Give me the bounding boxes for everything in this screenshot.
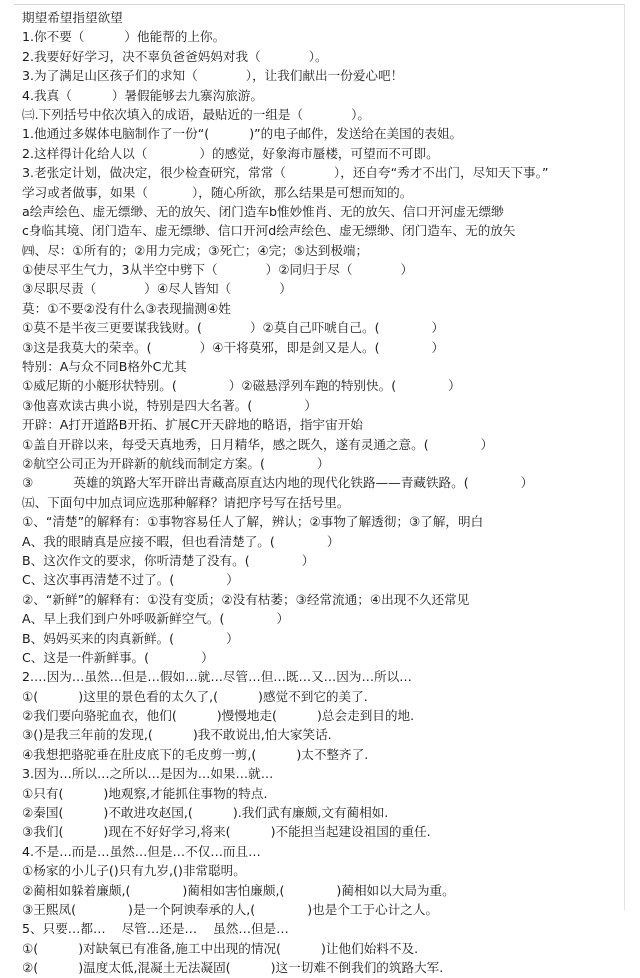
text-line: 1.他通过多媒体电脑制作了一份“( )”的电子邮件，发送给在美国的表姐。: [22, 126, 463, 142]
text-line: B、这次作文的要求，你听清楚了没有。( ）: [22, 552, 315, 568]
text-line: ③王熙凤( )是一个阿谀奉承的人,( )也是个工于心计之人。: [22, 901, 439, 917]
text-line: 2.…因为…虽然…但是…假如…就…尽管…但…既…又…因为…所以…: [22, 669, 412, 685]
text-line: ②航空公司正为开辟新的航线而制定方案。( ）: [22, 455, 330, 471]
text-line: 4.不是…而是…虽然…但是…不仅…而且…: [22, 843, 261, 859]
text-line: ②秦国( )不敢进攻赵国,( ).我们武有廉颇,文有蔺相如.: [22, 805, 389, 821]
text-line: ①只有( )地观察,才能抓住事物的特点.: [22, 785, 268, 801]
text-line: ③这是我莫大的荣幸。( ）④干将莫邪，即是剑又是人。( ）: [22, 339, 445, 355]
text-line: 5、只要…都… 尽管…还是… 虽然…但是…: [22, 921, 289, 937]
text-line: ②我们要向骆驼血衣，他们( )慢慢地走( )总会走到目的地.: [22, 708, 415, 724]
text-line: C、这是一件新鲜事。( ）: [22, 649, 214, 665]
text-line: ①杨家的小儿子()只有九岁,()非常聪明。: [22, 863, 246, 879]
text-line: A、早上我们到户外呼吸新鲜空气。( ）: [22, 611, 290, 627]
text-line: ②、“新鲜”的解释有：①没有变质；②没有枯萎；③经常流通；④出现不久还常见: [22, 591, 470, 607]
text-line: ②( )温度太低,混凝土无法凝固( )这一切难不倒我们的筑路大军.: [22, 960, 444, 976]
text-line: ㈤、下面句中加点词应选那种解释？请把序号写在括号里。: [22, 494, 350, 510]
text-line: 3.因为…所以…之所以…是因为…如果…就…: [22, 766, 274, 782]
text-line: ①( )这里的景色看的太久了,( )感觉不到它的美了.: [22, 688, 368, 704]
text-line: ③尽职尽责（ ）④尽人皆知（ ）: [22, 281, 292, 297]
text-line: ①、“清楚”的解释有：①事物容易任人了解，辨认；②事物了解透彻；③了解，明白: [22, 514, 484, 530]
text-line: ②蔺相如躲着廉颇,( )蔺相如害怕廉颇,( )蔺相如以大局为重。: [22, 882, 455, 898]
text-line: 2.这样得计化给人以（ ）的感觉，好象海市蜃楼，可望而不可即。: [22, 145, 439, 161]
text-line: ㈢.下列括号中依次填入的成语，最贴近的一组是（ ）。: [22, 106, 370, 122]
text-line: a绘声绘色、虚无缥缈、无的放矢、闭门造车b惟妙惟肖、无的放矢、信口开河虚无缥缈: [22, 203, 504, 219]
text-line: ③ 英雄的筑路大军开辟出青藏高原直达内地的现代化铁路——青藏铁路。( ）: [22, 475, 534, 491]
text-line: B、妈妈买来的肉真新鲜。( ）: [22, 630, 239, 646]
text-line: A、我的眼睛真是应接不暇，但也看清楚了。( ）: [22, 533, 340, 549]
text-line: ③()是我三年前的发现,( )我不敢说出,怕大家笑话.: [22, 727, 332, 743]
worksheet-text: [22, 8, 622, 978]
text-line: 3.为了满足山区孩子们的求知（ ），让我们献出一份爱心吧！: [22, 68, 404, 84]
text-line: 莫：①不要②没有什么③表现揣测④姓: [22, 300, 231, 316]
text-line: 开辟：A打开道路B开拓、扩展C开天辟地的略语，指宇宙开始: [22, 417, 363, 433]
text-line: c身临其境、闭门造车、虚无缥缈、信口开河d绘声绘色、虚无缥缈、闭门造车、无的放矢: [22, 223, 516, 239]
text-line: 2.我要好好学习，决不辜负爸爸妈妈对我（ ）。: [22, 48, 328, 64]
text-line: ①盖自开辟以来，每受天真地秀，日月精华，感之既久，遂有灵通之意。( ）: [22, 436, 494, 452]
text-line: ④我想把骆驼垂在肚皮底下的毛皮剪一剪,( )太不整齐了.: [22, 746, 369, 762]
text-line: ①( )对缺氧已有准备,施工中出现的情况( )让他们始料不及.: [22, 940, 419, 956]
text-line: ③我们( )现在不好好学习,将来( )不能担当起建设祖国的重任.: [22, 824, 431, 840]
text-line: ㈣、尽：①所有的；②用力完成；③死亡；④完；⑤达到极端；: [22, 242, 369, 258]
text-line: ③他喜欢读古典小说，特别是四大名著。( ）: [22, 397, 317, 413]
text-line: 4.我真（ ）暑假能够去九寨沟旅游。: [22, 87, 263, 103]
text-line: 1.你不要（ ）他能帮的上你。: [22, 29, 226, 45]
text-line: C、这次事再清楚不过了。( ）: [22, 572, 239, 588]
text-line: 学习或者做事，如果（ ），随心所欲，那么结果是可想而知的。: [22, 184, 413, 200]
text-line: 3.老张定计划，做决定，很少检查研究，常常（ ），还自夸“秀才不出门，尽知天下事。”: [22, 165, 549, 181]
text-line: ①使尽平生气力，3从半空中劈下（ ）②同归于尽（ ）: [22, 262, 414, 278]
text-line: ①威尼斯的小艇形状特别。( ）②磁悬浮列车跑的特别快。( ）: [22, 378, 461, 394]
text-line: 特别：A与众不同B格外C尤其: [22, 359, 187, 375]
text-line: ①莫不是半夜三更要谋我钱财。( ）②莫自己吓唬自己。( ）: [22, 320, 445, 336]
text-line: 期望希望指望欲望: [22, 10, 123, 25]
